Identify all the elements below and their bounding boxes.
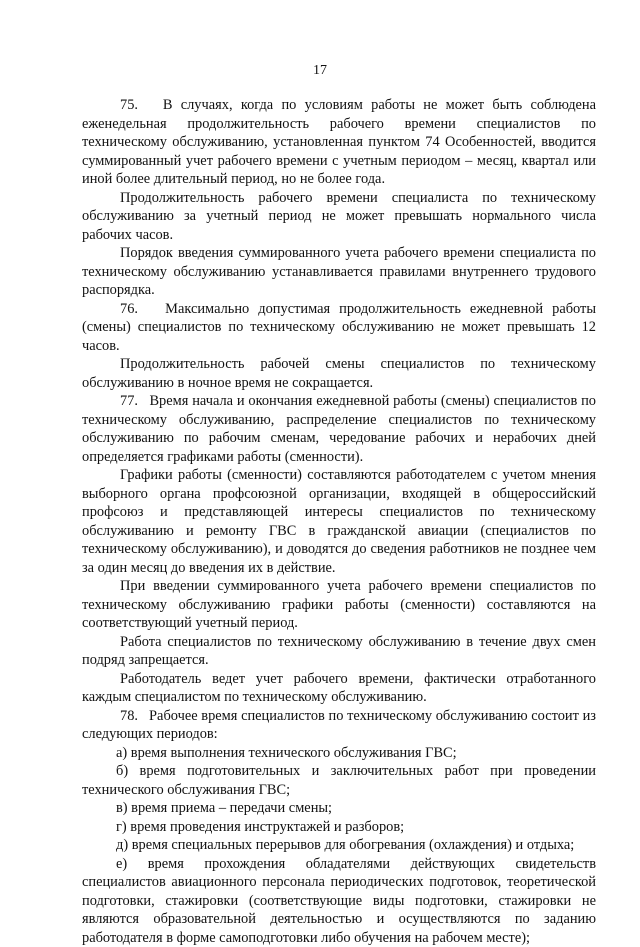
list-item-e: е) время прохождения обладателями действующих свидетельств специалистов авиационного персонала периодических подготовок, теоретической подготовки, стажировки (соответствующие виды подготовки, стажировки не являются образовательной деятельностью и осуществляются по заданию работодателя в форме самоподготовки либо обучения на рабочем месте); <box>82 855 596 947</box>
paragraph-75-procedure: Порядок введения суммированного учета рабочего времени специалиста по техническому обслуживанию устанавливается правилами внутреннего трудового распорядка. <box>82 244 596 300</box>
paragraph-77: 77. Время начала и окончания ежедневной работы (смены) специалистов по техническому обслуживанию, распределение специалистов по техническому обслуживанию по рабочим сменам, чередование рабочих и нерабочих дней определяется графиками работы (сменности). <box>82 392 596 466</box>
paragraph-76: 76. Максимально допустимая продолжительность ежедневной работы (смены) специалистов по техническому обслуживанию не может превышать 12 часов. <box>82 300 596 356</box>
paragraph-78: 78. Рабочее время специалистов по техническому обслуживанию состоит из следующих периодов: <box>82 707 596 744</box>
paragraph-76-night-shift: Продолжительность рабочей смены специалистов по техническому обслуживанию в ночное время не сокращается. <box>82 355 596 392</box>
paragraph-77-accounting: Работодатель ведет учет рабочего времени, фактически отработанного каждым специалистом по техническому обслуживанию. <box>82 670 596 707</box>
paragraph-77-schedules: Графики работы (сменности) составляются работодателем с учетом мнения выборного органа профсоюзной организации, входящей в общероссийский профсоюз и представляющей интересы специалистов по техническому обслуживанию и ремонту ГВС в гражданской авиации (специалистов по техническому обслуживанию), и доводятся до сведения работников не позднее чем за один месяц до введения их в действие. <box>82 466 596 577</box>
document-body <box>82 96 596 947</box>
paragraph-75-duration: Продолжительность рабочего времени специалиста по техническому обслуживанию за учетный период не может превышать нормального числа рабочих часов. <box>82 189 596 245</box>
list-item-a: а) время выполнения технического обслуживания ГВС; <box>82 744 596 763</box>
list-item-d: д) время специальных перерывов для обогревания (охлаждения) и отдыха; <box>82 836 596 855</box>
list-item-v: в) время приема – передачи смены; <box>82 799 596 818</box>
list-item-g: г) время проведения инструктажей и разборов; <box>82 818 596 837</box>
paragraph-75: 75. В случаях, когда по условиям работы не может быть соблюдена еженедельная продолжительность рабочего времени специалистов по техническому обслуживанию, установленная пунктом 74 Особенностей, вводится суммированный учет рабочего времени с учетным периодом – месяц, квартал или иной более длительный период, но не более года. <box>82 96 596 189</box>
list-item-b: б) время подготовительных и заключительных работ при проведении технического обслуживания ГВС; <box>82 762 596 799</box>
paragraph-77-summarized: При введении суммированного учета рабочего времени специалистов по техническому обслуживанию графики работы (сменности) составляются на соответствующий учетный период. <box>82 577 596 633</box>
page-number: 17 <box>0 63 640 79</box>
paragraph-77-two-shifts: Работа специалистов по техническому обслуживанию в течение двух смен подряд запрещается. <box>82 633 596 670</box>
